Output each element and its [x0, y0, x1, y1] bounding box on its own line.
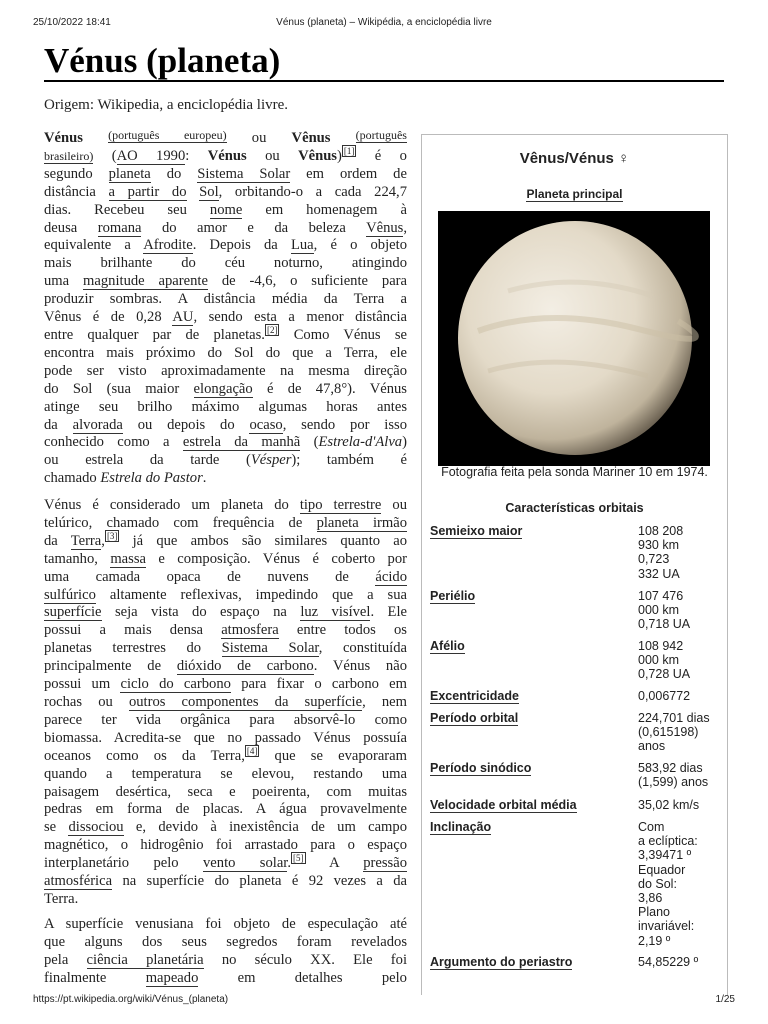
body-paragraph-2: Vénus é considerado um planeta do tipo terrestre ou telúrico, chamado com frequência de planeta irmão da Terra, [3] já que ambos são similares quanto ao tamanho, massa e composição. Vénus é coberto por uma camada opaca de nuvens de ácido sulfúrico altamente reflexivas, impedindo que a sua superfície seja vista do espaço na luz visível. Ele possui a mais densa atmosfera entre todos os planetas terrestres do Sistema Solar, constituída principalmente de dióxido de carbono. Vénus não possui um ciclo do carbono para fixar o carbono em rochas ou outros componentes da superfície, nem parece ter vida orgânica para absorvê-lo como biomassa. Acredita-se que no passado Vénus possuía oceanos como os da Terra, [4] que se evaporaram quando a temperatura se elevou, restando uma paisagem desértica, seca e poeirenta, com muitas pedras em forma de placas. A água provavelmente se dissociou e, devido à inexistência de um campo magnético, o hidrogênio foi arrastado para o espaço interplanetário pelo vento solar. [5] A pressão atmosférica na superfície do planeta é 92 vezes a da Terra.: [44, 497, 408, 907]
link-sistema-solar[interactable]: Sistema Solar: [197, 165, 291, 182]
ref-3[interactable]: [3]: [106, 530, 118, 541]
intro-paragraph: Vénus $^{(português europeu)}$ ou Vênus $^{(português}$ brasileiro) (AO 1990: Vénus ou Vênus) [1] é o segundo planeta do Sistema Solar em ordem de distância a partir do Sol, orbitando-o a cada 224,7 dias. Recebeu seu nome em homenagem à deusa romana do amor e da beleza Vênus, equivalente a Afrodite. Depois da Lua, é o objeto mais brilhante do céu noturno, atingindo uma magnitude aparente de -4,6, o suficiente para produzir sombras. A distância média da Terra a Vênus é de 0,28 AU, sendo esta a menor distância entre qualquer par de planetas. [2] Como Vénus se encontra mais próximo do Sol do que a Terra, ele pode ser visto aproximadamente na mesma direção do Sol (sua maior elongação é de 47,8°). Vénus atinge seu brilho máximo algumas horas antes da alvorada ou depois do ocaso, sendo por isso conhecido como a estrela da manhã (Estrela-d'Alva) ou estrela da tarde (Vésper); também é chamado Estrela do Pastor.: [44, 128, 408, 487]
link-nome[interactable]: nome: [209, 201, 243, 218]
infobox: Vênus/Vénus ♀ Planeta principal Fotografia feita pela sonda Mariner 10 em 1974. Características orbitais Semieixo maior 108 208 930 km 0,723 332 UA Periélio 107 476 000 km 0,718 UA Afélio 108 942 000 km 0,728 UA Excentricidade 0,006772 Período orbital 224,701 dias (0,615198) anos Período sinódico 583,92 dias (1,599) anos Velocidade orbital média 35,02 km/s Inclinação Com a eclíptica: 3,39471 º Equador do Sol: 3,86 Plano invariável: 2,19 º Argumento do periastro 54,85229 º: [421, 134, 728, 995]
link-mapeado[interactable]: mapeado: [145, 969, 199, 986]
print-page-number: 1/25: [715, 994, 735, 1005]
label-periodo-orbital[interactable]: Período orbital: [430, 711, 519, 725]
link-planeta-irmao[interactable]: planeta irmão: [316, 514, 407, 531]
infobox-title: Vênus/Vénus ♀: [519, 150, 630, 167]
link-lua[interactable]: Lua: [290, 237, 314, 254]
link-planeta[interactable]: planeta: [108, 165, 151, 182]
link-atmosferica[interactable]: atmosférica: [44, 873, 113, 890]
label-excentricidade[interactable]: Excentricidade: [430, 689, 519, 703]
print-date: 25/10/2022 18:41: [33, 17, 111, 28]
link-outros-componentes[interactable]: outros componentes da superfície: [128, 693, 363, 710]
link-dissociou[interactable]: dissociou: [68, 819, 124, 836]
article-title: Vénus (planeta): [44, 41, 281, 80]
ref-4[interactable]: [4]: [246, 745, 258, 756]
link-atmosfera[interactable]: atmosfera: [221, 622, 279, 639]
body-paragraph-3: A superfície venusiana foi objeto de especulação até que alguns dos seus segredos foram revelados pela ciência planetária no século XX. Ele foi finalmente mapeado em detalhes pelo: [44, 916, 408, 986]
photo-caption: Fotografia feita pela sonda Mariner 10 em 1974.: [441, 465, 708, 479]
section-caracteristicas-orbitais: Características orbitais: [505, 501, 644, 515]
infobox-subtitle[interactable]: Planeta principal: [526, 187, 623, 201]
link-brasileiro[interactable]: brasileiro): [44, 148, 94, 163]
link-vento-solar[interactable]: vento solar: [203, 855, 288, 872]
ref-1[interactable]: [1]: [343, 146, 355, 157]
term-venus-pt: Vénus: [44, 130, 83, 146]
link-acido-sulfurico[interactable]: ácido: [375, 568, 407, 585]
link-ciclo-do-carbono[interactable]: ciclo do carbono: [120, 676, 231, 693]
label-inclinacao[interactable]: Inclinação: [430, 820, 492, 834]
link-romana[interactable]: romana: [97, 219, 142, 236]
link-massa[interactable]: massa: [110, 550, 146, 567]
link-magnitude-aparente[interactable]: magnitude aparente: [83, 273, 208, 290]
link-estrela-da-manha[interactable]: estrela da manhã: [182, 434, 301, 451]
link-pressao-atmosferica[interactable]: pressão: [363, 855, 408, 872]
print-page-title: Vénus (planeta) – Wikipédia, a enciclopédia livre: [276, 17, 492, 28]
link-superficie[interactable]: superfície: [44, 604, 102, 621]
link-ao-1990[interactable]: AO 1990: [116, 147, 186, 164]
label-argumento-do-periastro[interactable]: Argumento do periastro: [430, 955, 573, 969]
label-semieixo-maior[interactable]: Semieixo maior: [430, 524, 523, 538]
link-dioxido-de-carbono[interactable]: dióxido de carbono: [176, 658, 314, 675]
label-afelio[interactable]: Afélio: [430, 639, 465, 653]
label-perielio[interactable]: Periélio: [430, 589, 476, 603]
link-portugues-brasileiro[interactable]: (português: [355, 128, 407, 142]
title-divider: [44, 80, 724, 82]
link-ciencia-planetaria[interactable]: ciência planetária: [86, 951, 204, 968]
link-elongacao[interactable]: elongação: [193, 380, 253, 397]
origin-note: Origem: Wikipedia, a enciclopédia livre.: [44, 97, 289, 113]
link-au[interactable]: AU: [172, 309, 194, 326]
link-sulfurico[interactable]: sulfúrico: [44, 586, 96, 603]
venus-photo[interactable]: [438, 211, 710, 466]
link-portugues-europeu[interactable]: (português europeu): [108, 128, 227, 142]
ref-2[interactable]: [2]: [266, 325, 278, 336]
link-ocaso[interactable]: ocaso: [249, 416, 283, 433]
link-tipo-terrestre[interactable]: tipo terrestre: [299, 497, 382, 513]
link-sol[interactable]: Sol: [199, 183, 219, 200]
link-alvorada[interactable]: alvorada: [72, 416, 123, 433]
link-luz-visivel[interactable]: luz visível: [300, 604, 371, 621]
ref-5[interactable]: [5]: [293, 853, 304, 864]
link-terra[interactable]: Terra: [70, 532, 102, 549]
link-venus-deusa[interactable]: Vênus: [366, 219, 404, 236]
link-distancia[interactable]: a partir do: [108, 183, 187, 200]
print-url: https://pt.wikipedia.org/wiki/Vénus_(planeta): [33, 994, 229, 1005]
label-periodo-sinodico[interactable]: Período sinódico: [430, 761, 532, 775]
link-afrodite[interactable]: Afrodite: [143, 237, 193, 254]
label-velocidade-orbital-media[interactable]: Velocidade orbital média: [430, 798, 577, 812]
link-sistema-solar-2[interactable]: Sistema Solar: [221, 640, 319, 657]
